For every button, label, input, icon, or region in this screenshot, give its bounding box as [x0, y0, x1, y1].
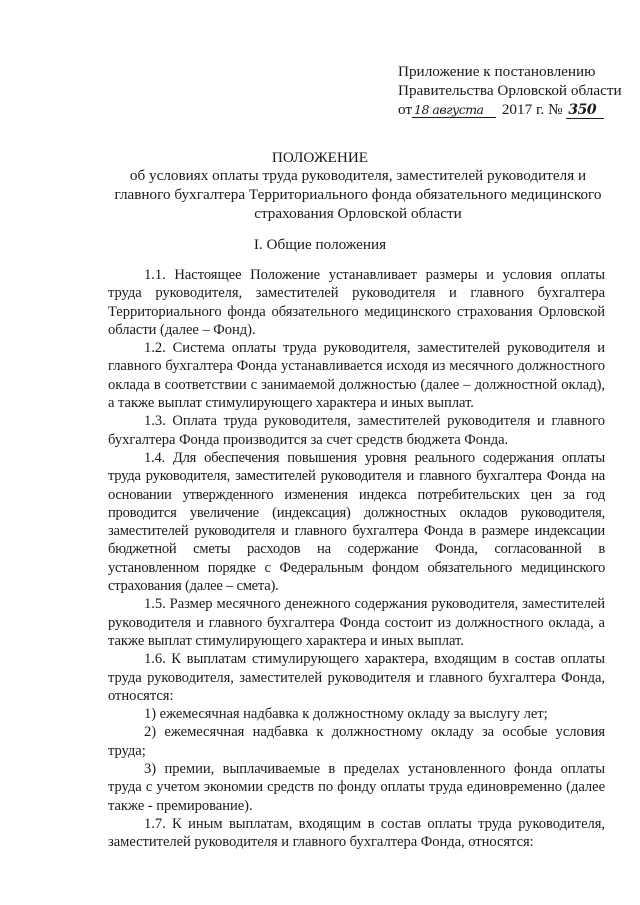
paragraph-1-6: 1.6. К выплатам стимулирующего характера, входящим в состав оплаты труда руководителя, заместителей руководителя и главного бухгалтера Фонда, относятся:	[108, 651, 605, 704]
paragraph-1-7: 1.7. К иным выплатам, входящим в состав оплаты труда руководителя, заместителей руководителя и главного бухгалтера Фонда, относятся:	[108, 815, 605, 851]
paragraph-1-1: 1.1. Настоящее Положение устанавливает размеры и условия оплаты труда руководителя, заместителей руководителя и главного бухгалтера Территориального фонда обязательного медицинского страхования Орловской области (далее – Фонд).	[108, 267, 605, 338]
year-text: 2017 г. №	[501, 101, 563, 118]
paragraph-1-2: 1.2. Система оплаты труда руководителя, заместителей руководителя и главного бухгалтера Фонда устанавливается исходя из месячного должностного оклада в соответствии с занимаемой должностью (далее – должностной оклад), а также выплат стимулирующего характера и иных выплат.	[108, 340, 605, 412]
list-item-2: 2) ежемесячная надбавка к должностному окладу за особые условия труда;	[108, 724, 605, 759]
paragraph-1-4: 1.4. Для обеспечения повышения уровня реального содержания оплаты труда руководителя, заместителей руководителя и главного бухгалтера Фонда на основании утвержденного изменения индекса потребительских цен за год проводится увеличение (индексация) должностных окладов руководителя, заместителей руководителя и главного бухгалтера Фонда в размере индексации бюджетной сметы расходов на содержание Фонда, согласованной в установленном порядке с Федеральным фондом обязательного медицинского страхования (далее – смета).	[108, 449, 605, 595]
list-item-1: 1) ежемесячная надбавка к должностному окладу за выслугу лет;	[144, 706, 548, 723]
document-subtitle: об условиях оплаты труда руководителя, заместителей руководителя и главного бухгалтера Территориального фонда обязательного медицинского страхования Орловской области	[114, 167, 602, 222]
document-title: ПОЛОЖЕНИЕ	[271, 149, 369, 166]
approval-line-1: Приложение к постановлению	[398, 63, 596, 80]
list-item-3: 3) премии, выплачиваемые в пределах установленного фонда оплаты труда с учетом экономии средств по фонду оплаты труда единовременно (далее также - премирование).	[108, 761, 605, 814]
paragraph-1-5: 1.5. Размер месячного денежного содержания руководителя, заместителей руководителя и главного бухгалтера Фонда состоит из должностного оклада, а также выплат стимулирующего характера и иных выплат.	[108, 596, 605, 649]
approval-block	[398, 62, 622, 119]
paragraph-1-3: 1.3. Оплата труда руководителя, заместителей руководителя и главного бухгалтера Фонда производится за счет средств бюджета Фонда.	[108, 413, 605, 448]
approval-date-line	[398, 100, 618, 119]
section-heading: I. Общие положения	[253, 236, 387, 253]
handwritten-number: 350	[566, 103, 604, 119]
document-body	[108, 266, 605, 852]
date-prefix: от	[398, 101, 413, 118]
approval-line-2: Правительства Орловской области	[398, 82, 622, 99]
handwritten-date: 18 августа	[412, 102, 496, 118]
